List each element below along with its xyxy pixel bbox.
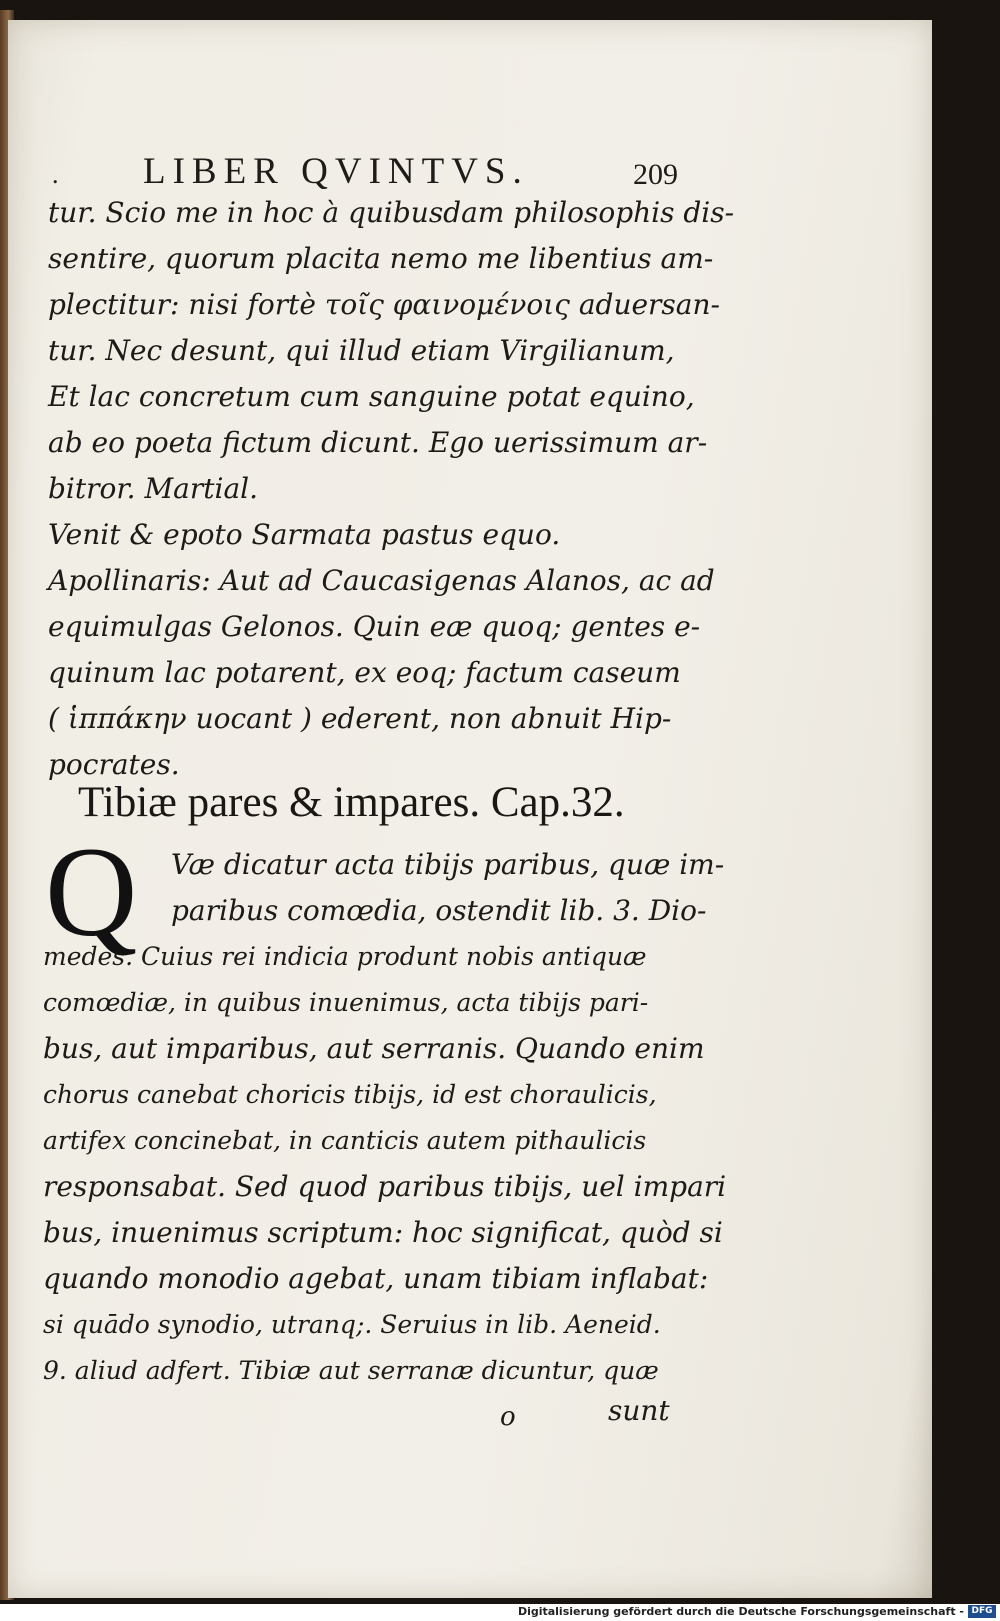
- page-header: [48, 150, 688, 194]
- text-line: comœdiæ, in quibus inuenimus, acta tibijs pari-: [43, 988, 649, 1017]
- drop-cap-initial: Q: [45, 821, 138, 963]
- text-line: bus, inuenimus scriptum: hoc significat, quòd si: [43, 1216, 723, 1249]
- text-line: Væ dicatur acta tibijs paribus, quæ im-: [171, 848, 725, 881]
- book-page: [8, 20, 932, 1598]
- text-line: equimulgas Gelonos. Quin eæ quoq; gentes e-: [48, 610, 701, 643]
- text-line: tur. Nec desunt, qui illud etiam Virgilianum,: [48, 334, 675, 367]
- text-line: ( ἱππάκην uocant ) ederent, non abnuit Hip-: [48, 702, 672, 735]
- dfg-logo: DFG: [968, 1605, 996, 1618]
- text-line: ab eo poeta fictum dicunt. Ego uerissimum ar-: [48, 426, 708, 459]
- text-line: medes. Cuius rei indicia produnt nobis antiquæ: [43, 942, 647, 971]
- text-line: bitror. Martial.: [48, 472, 258, 505]
- text-line: si quādo synodio, utranq;. Seruius in lib. Aeneid.: [43, 1310, 661, 1339]
- text-line: plectitur: nisi fortè τοῖς φαινομένοις aduersan-: [48, 288, 720, 321]
- text-line: quando monodio agebat, unam tibiam inflabat:: [43, 1262, 709, 1295]
- text-line: quinum lac potarent, ex eoq; factum caseum: [48, 656, 681, 689]
- text-line: Venit & epoto Sarmata pastus equo.: [48, 518, 561, 551]
- funding-note: Digitalisierung gefördert durch die Deutsche Forschungsgemeinschaft -: [517, 1605, 964, 1618]
- text-line: Apollinaris: Aut ad Caucasigenas Alanos, ac ad: [48, 564, 715, 597]
- page-number: 209: [633, 158, 678, 191]
- chapter-body: [43, 821, 727, 1394]
- body-text: [48, 190, 735, 788]
- signature-mark: o: [500, 1402, 516, 1432]
- text-line: chorus canebat choricis tibijs, id est choraulicis,: [43, 1080, 657, 1109]
- text-line: paribus comœdia, ostendit lib. 3. Dio-: [171, 894, 707, 927]
- text-line: bus, aut imparibus, aut serranis. Quando enim: [43, 1032, 705, 1065]
- text-line: sentire, quorum placita nemo me libentius am-: [48, 242, 714, 275]
- running-title: LIBER QVINTVS.: [143, 151, 529, 192]
- text-line: Et lac concretum cum sanguine potat equino,: [48, 380, 695, 413]
- text-line: pocrates.: [48, 748, 180, 781]
- text-line: tur. Scio me in hoc à quibusdam philosophis dis-: [48, 196, 735, 229]
- header-dot: .: [52, 160, 59, 189]
- text-line: 9. aliud adfert. Tibiæ aut serranæ dicuntur, quæ: [43, 1356, 659, 1385]
- text-line: artifex concinebat, in canticis autem pithaulicis: [43, 1126, 647, 1155]
- chapter-title: Tibiæ pares & impares. Cap.32.: [78, 779, 625, 826]
- catchword: sunt: [608, 1394, 670, 1427]
- text-line: responsabat. Sed quod paribus tibijs, uel impari: [43, 1170, 727, 1203]
